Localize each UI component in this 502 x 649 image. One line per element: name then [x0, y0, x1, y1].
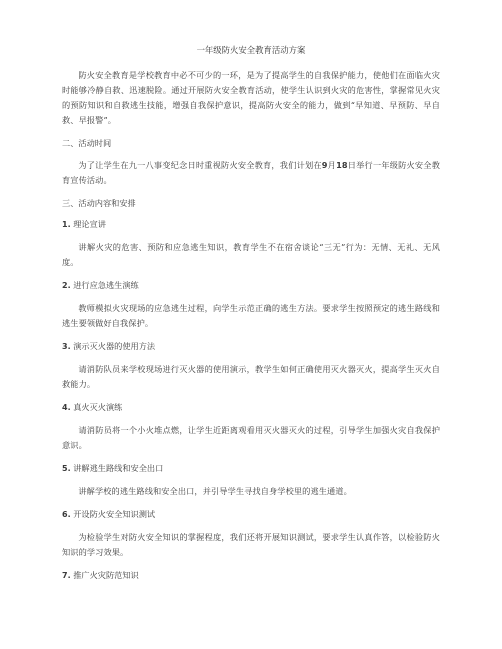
item-number: 6.: [62, 510, 71, 519]
item-number: 7.: [62, 571, 71, 580]
item-paragraph-4: 请消防员将一个小火堆点燃，让学生近距离观看用灭火器灭火的过程，引导学生加强火灾自我保护意识。: [62, 425, 440, 450]
item-paragraph-1: 讲解火灾的危害、预防和应急逃生知识，教育学生不在宿舍谈论“三无”行为：无情、无礼、无风度。: [62, 242, 440, 267]
time-text-before: 为了让学生在九一八事变纪念日时重视防火安全教育，我们计划在: [78, 160, 322, 170]
item-number: 2.: [62, 281, 71, 290]
item-heading-5: [62, 462, 440, 475]
item-title: 演示灭火器的使用方法: [73, 341, 156, 351]
item-title: 推广火灾防范知识: [73, 570, 139, 580]
time-paragraph: [62, 158, 440, 188]
item-paragraph-3: 请消防队员来学校现场进行灭火器的使用演示，教学生如何正确使用灭火器灭火，提高学生灭火自救能力。: [62, 364, 440, 389]
item-heading-2: [62, 279, 440, 292]
item-title: 进行应急逃生演练: [73, 280, 139, 290]
item-heading-3: [62, 340, 440, 353]
item-heading-6: [62, 508, 440, 521]
item-title: 理论宣讲: [73, 219, 106, 229]
item-paragraph-6: 为检验学生对防火安全知识的掌握程度，我们还将开展知识测试，要求学生认真作答，以检验防火知识的学习效果。: [62, 532, 440, 557]
item-heading-4: [62, 401, 440, 414]
item-number: 4.: [62, 403, 71, 412]
item-paragraph-2: 教师模拟火灾现场的应急逃生过程，向学生示范正确的逃生方法。要求学生按照预定的逃生路线和逃生要领做好自我保护。: [62, 303, 440, 328]
item-number: 1.: [62, 220, 71, 229]
item-heading-1: [62, 218, 440, 231]
item-paragraph-5: 讲解学校的逃生路线和安全出口，并引导学生寻找自身学校里的逃生通道。: [78, 486, 352, 496]
intro-paragraph: 防火安全教育是学校教育中必不可少的一环，是为了提高学生的自我保护能力，使他们在面临火灾时能够冷静自救、迅速脱险。通过开展防火安全教育活动，使学生认识到火灾的危害性，掌握常见火灾的预防知识和自救逃生技能，增强自我保护意识，提高防火安全的能力，做到“早知道、早预防、早自救、早报警”。: [62, 70, 440, 125]
item-number: 5.: [62, 464, 71, 473]
section-heading-content: 三、活动内容和安排: [62, 198, 136, 208]
item-title: 讲解逃生路线和安全出口: [73, 463, 164, 473]
time-month: 9: [321, 160, 328, 170]
item-number: 3.: [62, 342, 71, 351]
time-day: 18: [336, 160, 348, 170]
item-heading-7: [62, 569, 440, 582]
time-text-mid: 月: [327, 160, 337, 170]
document-title: 一年级防火安全教育活动方案: [196, 45, 306, 55]
item-title: 真火灭火演练: [73, 402, 123, 412]
item-title: 开设防火安全知识测试: [73, 509, 156, 519]
time-text-after: 日举行一年级防火安全教育宣传活动。: [62, 160, 440, 185]
section-heading-time: 二、活动时间: [62, 138, 112, 148]
